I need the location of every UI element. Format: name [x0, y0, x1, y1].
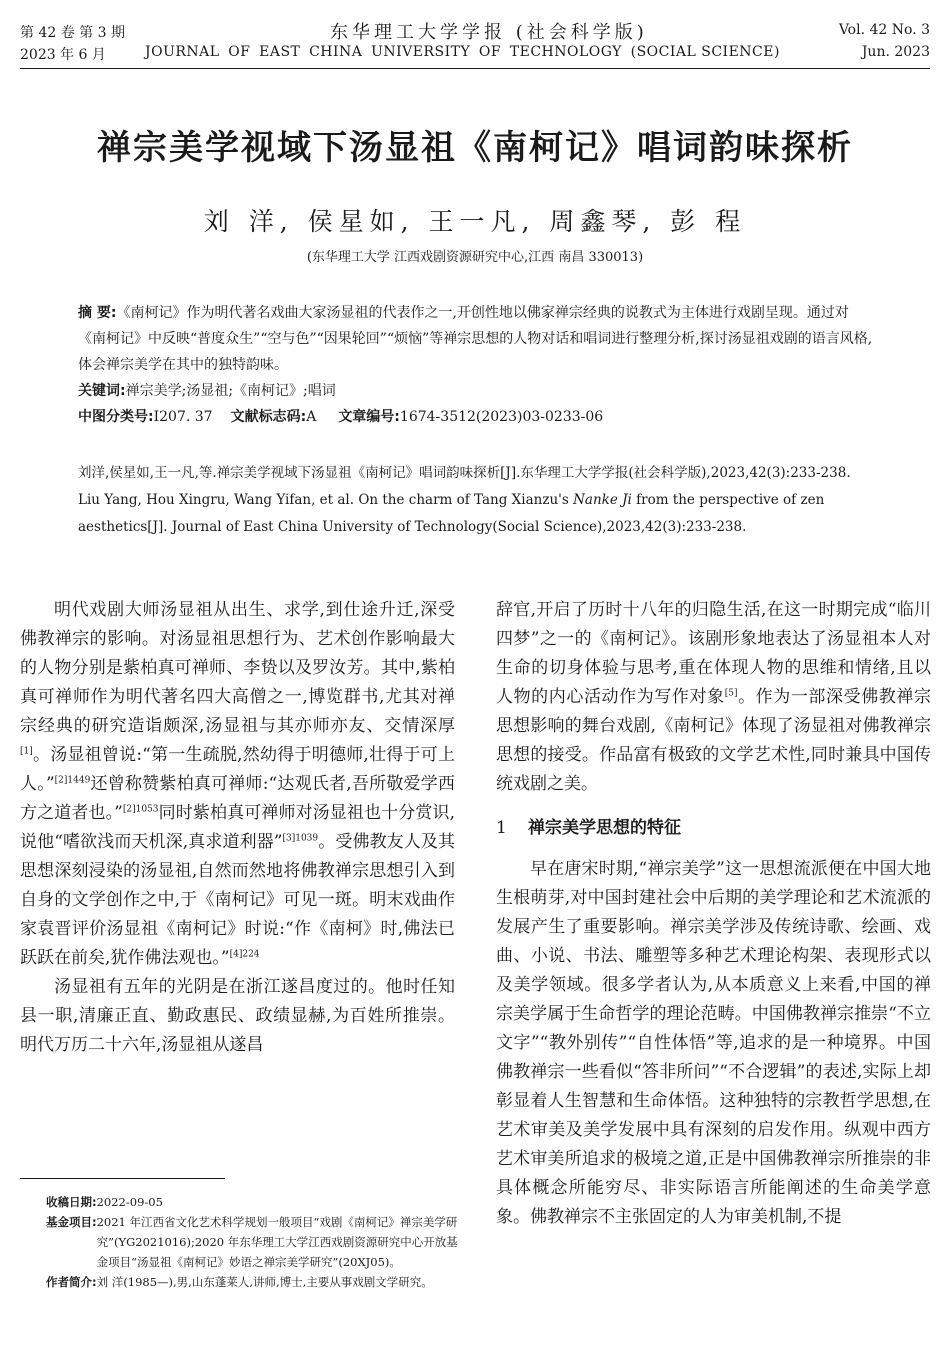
abstract-text: 《南柯记》作为明代著名戏曲大家汤显祖的代表作之一,开创性地以佛家禅宗经典的说教式为主体进行戏剧呈现。通过对《南柯记》中反映“普度众生”“空与色”“因果轮回”“烦恼”等禅宗思想的人物对话和唱词进行整理分析,探讨汤显祖戏剧的语言风格,体会禅宗美学在其中的独特韵味。	[78, 305, 873, 373]
paragraph: 早在唐宋时期,“禅宗美学”这一思想流派便在中国大地生根萌芽,对中国封建社会中后期的美学理论和艺术流派的发展产生了重要影响。禅宗美学涉及传统诗歌、绘画、戏曲、小说、书法、雕塑等多种艺术理论构架、表现形式以及美学领域。很多学者认为,从本质意义上来看,中国的禅宗美学属于生命哲学的理论范畴。中国佛教禅宗推崇“不立文字”“教外别传”“自性体悟”等,追求的是一种境界。中国佛教禅宗一些看似“答非所问”“不合逻辑”的表述,实际上却彰显着人生智慧和生命体悟。这种独特的宗教哲学思想,在艺术审美及美学发展中具有深刻的启发作用。纵观中西方艺术审美所追求的极境之道,正是中国佛教禅宗所推崇的非具体概念所能穷尽、非实际语言所能阐述的生命美学意象。佛教禅宗不主张固定的人为审美机制,不提	[496, 859, 931, 1227]
citation-cn: 刘洋,侯星如,王一凡,等.禅宗美学视域下汤显祖《南柯记》唱词韵味探析[J].东华理工大学学报(社会科学版),2023,42(3):233-238.	[78, 465, 851, 481]
affiliation: (东华理工大学 江西戏剧资源研究中心,江西 南昌 330013)	[306, 250, 644, 265]
citation-block	[78, 460, 873, 541]
received-value: 2022-09-05	[96, 1195, 163, 1209]
paragraph: 辞官,开启了历时十八年的归隐生活,在这一时期完成“临川四梦”之一的《南柯记》。该剧形象地表达了汤显祖本人对生命的切身体验与思考,重在体现人物的思维和情绪,且以人物的内心活动作为写作对象[5]。作为一部深受佛教禅宗思想影响的舞台戏剧,《南柯记》体现了汤显祖对佛教禅宗思想的接受。作品富有极致的文学艺术性,同时兼具中国传统戏剧之美。	[496, 600, 931, 794]
article-no-value: 1674-3512(2023)03-0233-06	[399, 409, 604, 425]
abstract-block	[78, 300, 873, 430]
footnote-rule	[20, 1178, 225, 1179]
section-title: 禅宗美学思想的特征	[528, 818, 681, 838]
journal-word: OF	[228, 44, 251, 60]
volume-issue: 第 42 卷 第 3 期	[20, 25, 125, 41]
citation-en: Liu Yang, Hou Xingru, Wang Yifan, et al. On the charm of Tang Xianzu's Nanke Ji from the perspective of zen aesthetics[J]. Journal of East China University of Technology(Social Science),2023,42(3):233-238.	[78, 492, 825, 535]
author-bio-value: 刘 洋(1985—),男,山东蓬莱人,讲师,博士,主要从事戏剧文学研究。	[96, 1275, 433, 1289]
reference-marker: [3]1039	[282, 833, 319, 844]
doc-code-label: 文献标志码:	[230, 409, 307, 425]
fund-value: 2021 年江西省文化艺术科学规划一般项目“戏剧《南柯记》禅宗美学研究”(YG2021016);2020 年东华理工大学江西戏剧资源研究中心开放基金项目“汤显祖《南柯记》妙语之禅宗美学研究”(20XJ05)。	[96, 1215, 458, 1269]
journal-word: UNIVERSITY	[371, 44, 471, 60]
author-bio-label: 作者简介:	[46, 1275, 97, 1289]
received-date	[46, 1192, 466, 1212]
clc-label: 中图分类号:	[78, 409, 154, 425]
fund-label: 基金项目:	[46, 1215, 97, 1229]
volume-number-en: Vol. 42 No. 3	[838, 22, 930, 38]
reference-marker: [1]	[20, 746, 33, 757]
journal-word: JOURNAL	[145, 44, 220, 60]
journal-word: EAST	[259, 44, 301, 60]
reference-marker: [2]1053	[122, 804, 159, 815]
journal-name-en	[145, 44, 780, 60]
article-title: 禅宗美学视域下汤显祖《南柯记》唱词韵味探析	[97, 128, 853, 168]
paragraph: 明代戏剧大师汤显祖从出生、求学,到仕途升迁,深受佛教禅宗的影响。对汤显祖思想行为、艺术创作影响最大的人物分别是紫柏真可禅师、李贽以及罗汝芳。其中,紫柏真可禅师作为明代著名四大高僧之一,博览群书,尤其对禅宗经典的研究造诣颇深,汤显祖与其亦师亦友、交情深厚[1]。汤显祖曾说:“第一生疏脱,然幼得于明德师,壮得于可上人。”$^{[2]1449}$还曾称赞紫柏真可禅师:“达观氏者,吾所敬爱学西方之道者也。”$^{[2]1053}$同时紫柏真可禅师对汤显祖也十分赏识,说他“嗜欲浅而天机深,真求道利器”$^{[3]1039}$。受佛教友人及其思想深刻浸染的汤显祖,自然而然地将佛教禅宗思想引入到自身的文学创作之中,于《南柯记》可见一斑。明末戏曲作家袁晋评价汤显祖《南柯记》时说:“作《南柯》时,佛法已跃跃在前矣,犹作佛法观也。”$^{[4]224}$	[20, 600, 455, 968]
received-label: 收稿日期:	[46, 1195, 97, 1209]
header-rule	[20, 68, 930, 69]
footnotes	[46, 1192, 466, 1292]
reference-marker: [4]224	[229, 949, 260, 960]
author-bio	[46, 1272, 466, 1292]
body-column-left	[20, 596, 455, 1060]
body-column-right	[496, 596, 931, 1232]
article-no-label: 文章编号:	[338, 409, 400, 425]
doc-code-value: A	[306, 409, 317, 425]
journal-word: TECHNOLOGY	[509, 44, 622, 60]
journal-word: OF	[478, 44, 502, 60]
paragraph: 汤显祖有五年的光阴是在浙江遂昌度过的。他时任知县一职,清廉正直、勤政惠民、政绩显赫,为百姓所推崇。明代万历二十六年,汤显祖从遂昌	[20, 977, 455, 1055]
section-heading	[496, 814, 931, 843]
keywords-label: 关键词:	[78, 383, 126, 399]
section-number: 1	[496, 818, 507, 838]
abstract-label: 摘 要:	[78, 305, 117, 321]
citation-work-title: Nanke Ji	[573, 492, 632, 508]
abstract	[78, 300, 873, 378]
author-list: 刘 洋, 侯星如, 王一凡, 周鑫琴, 彭 程	[203, 207, 747, 236]
clc-value: I207. 37	[153, 409, 213, 425]
date-en: Jun. 2023	[861, 44, 930, 60]
date-cn: 2023 年 6 月	[20, 47, 106, 63]
journal-word: CHINA	[309, 44, 363, 60]
fund-info	[46, 1212, 466, 1272]
keywords-text: 禅宗美学;汤显祖;《南柯记》;唱词	[125, 383, 336, 399]
journal-name-cn: 东华理工大学学报 (社会科学版)	[330, 22, 648, 43]
keywords	[78, 378, 873, 404]
classification-line	[78, 404, 873, 430]
reference-marker: [2]1449	[54, 775, 91, 786]
journal-word: (SOCIAL SCIENCE)	[630, 44, 780, 60]
reference-marker: [5]	[724, 688, 738, 699]
